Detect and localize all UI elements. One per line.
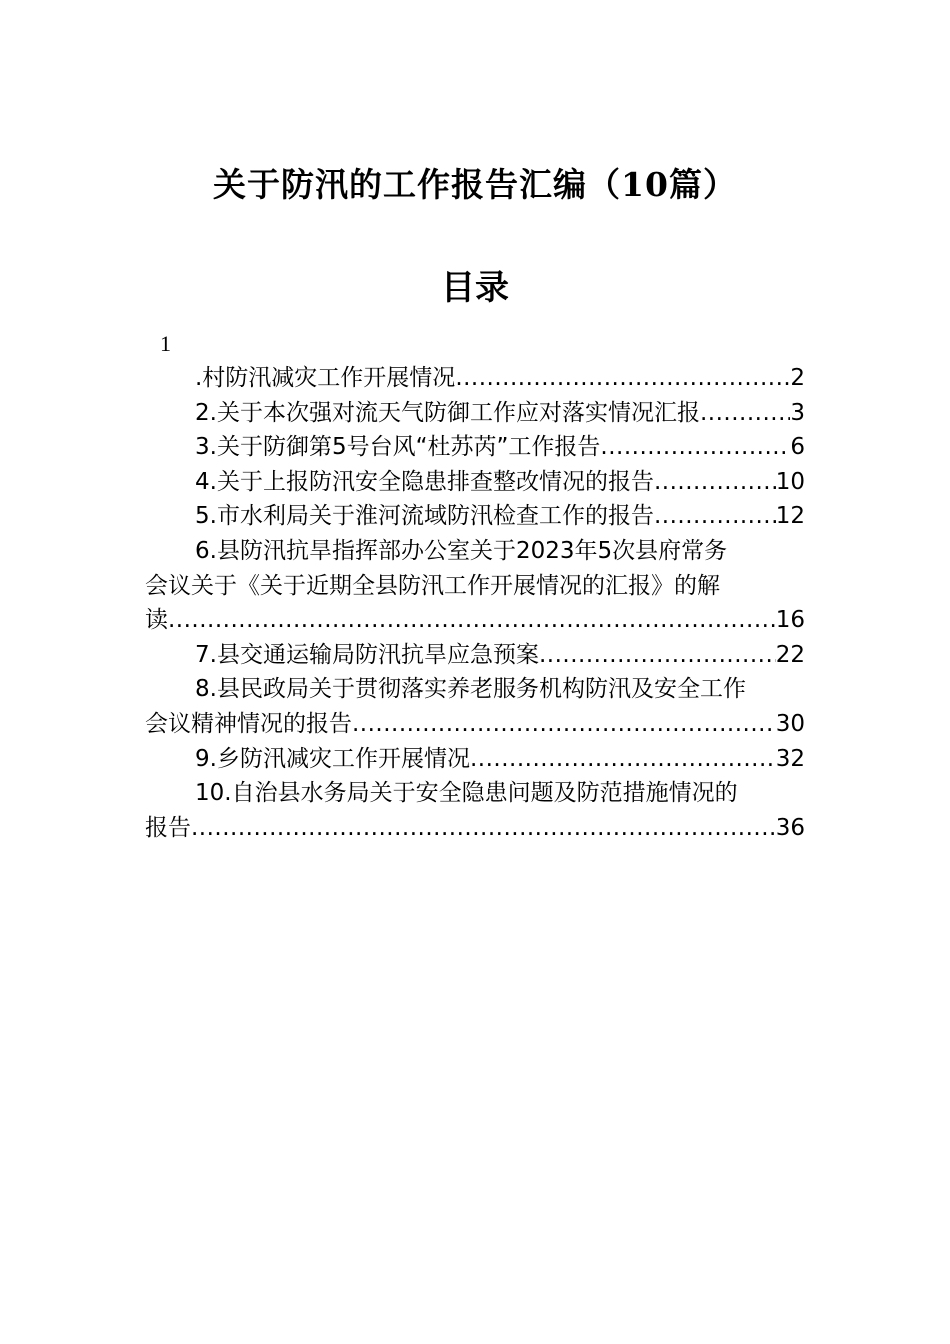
toc-entry[interactable] [145, 638, 805, 673]
toc-entry[interactable] [145, 361, 805, 396]
toc-leader-dots [539, 638, 776, 673]
toc-entry[interactable] [145, 430, 805, 465]
toc-entry-title: 5.市水利局关于淮河流域防汛检查工作的报告 [195, 503, 654, 530]
toc-page-number: 22 [775, 641, 805, 668]
toc-line [145, 672, 805, 707]
toc-page-number: 30 [775, 710, 805, 737]
toc-entry-title: 2.关于本次强对流天气防御工作应对落实情况汇报 [195, 399, 700, 426]
toc-entry[interactable] [145, 534, 805, 638]
toc-line [145, 742, 805, 777]
toc-line [145, 361, 805, 396]
toc-entry-title: 7.县交通运输局防汛抗旱应急预案 [195, 641, 539, 668]
toc-entry-title: 6.县防汛抗旱指挥部办公室关于2023年5次县府常务 [195, 537, 728, 564]
toc-heading: 目录 [441, 268, 509, 308]
toc-line [145, 430, 805, 465]
toc-entry[interactable] [145, 396, 805, 431]
toc-entry-title-continued: 会议精神情况的报告 [145, 710, 352, 737]
toc-page-number: 12 [775, 503, 805, 530]
toc-page-number: 10 [775, 468, 805, 495]
toc-entry-title: 10.自治县水务局关于安全隐患问题及防范措施情况的 [195, 780, 738, 807]
toc-leader-dots [600, 430, 790, 465]
toc-leader-dots [654, 499, 776, 534]
toc-entry-title-continued: 报告 [145, 814, 191, 841]
toc-leader-dots [168, 603, 776, 638]
toc-line [145, 776, 805, 811]
toc-line [145, 499, 805, 534]
toc-leader-dots [654, 465, 776, 500]
toc-entry-title-continued: 会议关于《关于近期全县防汛工作开展情况的汇报》的解 [145, 572, 720, 599]
toc-line [145, 603, 805, 638]
toc-leader-dots [700, 396, 790, 431]
toc-entry-title: 8.县民政局关于贯彻落实养老服务机构防汛及安全工作 [195, 676, 746, 703]
toc-entry-title: .村防汛减灾工作开展情况 [195, 365, 456, 391]
toc-entry[interactable] [145, 499, 805, 534]
toc-page-number: 36 [775, 814, 805, 841]
table-of-contents [145, 361, 805, 845]
toc-entry[interactable] [145, 465, 805, 500]
toc-leader-dots [191, 811, 776, 846]
document-title: 关于防汛的工作报告汇编（10篇） [213, 165, 737, 204]
toc-line [145, 707, 805, 742]
toc-entry[interactable] [145, 776, 805, 845]
toc-entry[interactable] [145, 742, 805, 777]
toc-line [145, 569, 805, 604]
toc-line [145, 534, 805, 569]
stray-page-number: 1 [160, 331, 171, 356]
toc-entry-title: 4.关于上报防汛安全隐患排查整改情况的报告 [195, 468, 654, 495]
toc-line [145, 465, 805, 500]
toc-entry-title-continued: 读 [145, 607, 168, 634]
toc-leader-dots [352, 707, 776, 742]
toc-entry[interactable] [145, 672, 805, 741]
toc-entry-title: 3.关于防御第5号台风“杜苏芮”工作报告 [195, 434, 601, 461]
toc-page-number: 3 [790, 399, 805, 426]
toc-line [145, 638, 805, 673]
toc-line [145, 811, 805, 846]
toc-line [145, 396, 805, 431]
toc-page-number: 16 [775, 607, 805, 634]
toc-page-number: 6 [790, 434, 805, 461]
toc-leader-dots [470, 742, 776, 777]
toc-leader-dots [455, 361, 790, 396]
toc-page-number: 32 [775, 745, 805, 772]
toc-page-number: 2 [790, 365, 805, 391]
toc-entry-title: 9.乡防汛减灾工作开展情况 [195, 745, 470, 772]
